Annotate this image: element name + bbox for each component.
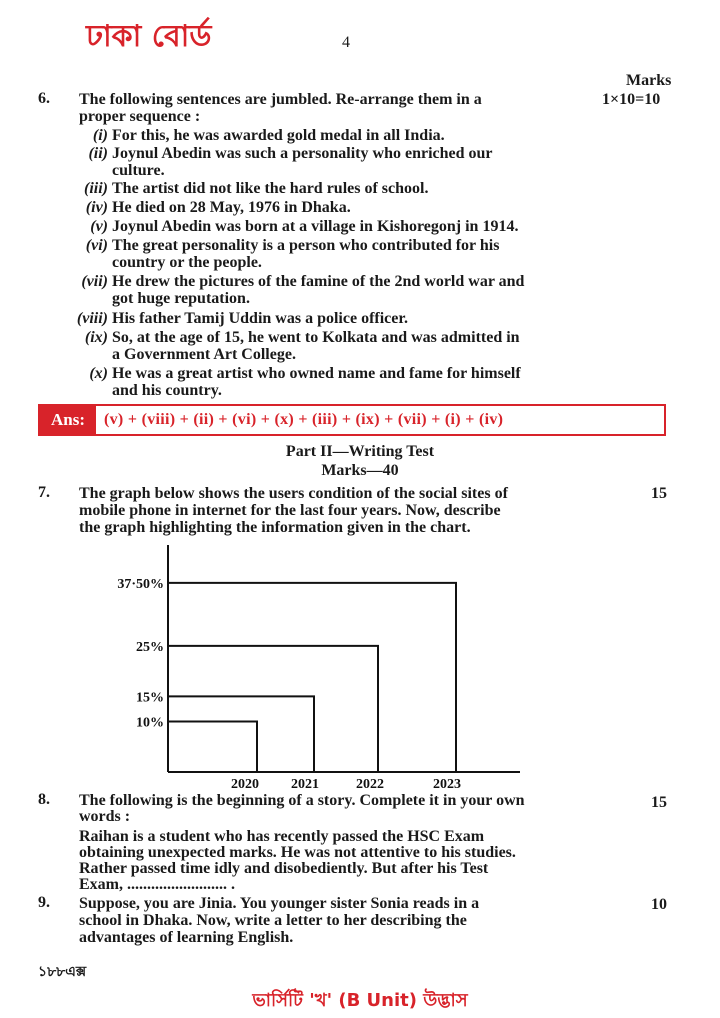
q9-text-line-3: advantages of learning English. <box>79 929 294 946</box>
footer-brand: ভার্সিটি 'খ' (B Unit) উদ্ভাস <box>252 990 468 1011</box>
q6-item-text: Joynul Abedin was such a personality who enriched our <box>112 145 493 162</box>
q6-item-text: culture. <box>112 162 165 179</box>
chart-bar-2022 <box>168 646 378 772</box>
q7-number: 7. <box>38 484 50 501</box>
q6-item-text: His father Tamij Uddin was a police officer. <box>112 310 409 327</box>
q8-text-line-4: obtaining unexpected marks. He was not attentive to his studies. <box>79 844 516 861</box>
q6-item-number: (vii) <box>81 273 108 290</box>
footer-page-code: ১৮৮এক্স <box>38 964 87 980</box>
q6-item-text: Joynul Abedin was born at a village in Kishoregonj in 1914. <box>112 218 519 235</box>
q9-text-line-1: Suppose, you are Jinia. You younger sister Sonia reads in a <box>79 895 480 912</box>
chart-x-tick-label: 2022 <box>356 777 384 792</box>
q8-text-line-3: Raihan is a student who has recently passed the HSC Exam <box>79 828 485 845</box>
q6-item-text: He died on 28 May, 1976 in Dhaka. <box>112 199 351 216</box>
q6-item-text: country or the people. <box>112 254 262 271</box>
q8-number: 8. <box>38 791 50 808</box>
chart-bar-2020 <box>168 722 257 772</box>
chart-y-tick-label: 10% <box>136 715 164 731</box>
chart-bar-2023 <box>168 583 456 772</box>
q6-item-text: The artist did not like the hard rules of school. <box>112 180 429 197</box>
q6-item-text: and his country. <box>112 382 222 399</box>
part-title: Part II—Writing Test <box>285 443 435 460</box>
chart-x-tick-label: 2023 <box>433 777 461 792</box>
q6-item-number: (x) <box>89 365 108 382</box>
answer-sequence: (v) + (viii) + (ii) + (vi) + (x) + (iii) + (ix) + (vii) + (i) + (iv) <box>104 411 504 428</box>
q6-text-line-1: The following sentences are jumbled. Re-arrange them in a <box>79 91 482 108</box>
q8-text-line-2: words : <box>79 808 131 825</box>
q6-item-number: (viii) <box>76 310 108 327</box>
q6-item-text: got huge reputation. <box>112 290 250 307</box>
chart-x-tick-label: 2020 <box>231 777 259 792</box>
q6-item-number: (iv) <box>85 199 108 216</box>
q6-item-number: (iii) <box>84 180 108 197</box>
chart-y-tick-label: 25% <box>136 639 164 655</box>
q6-item-number: (i) <box>92 127 108 144</box>
chart-y-tick-label: 15% <box>136 690 164 706</box>
q8-text-line-5: Rather passed time idly and disobediently. But after his Test <box>79 860 489 877</box>
chart-bar-2021 <box>168 696 314 772</box>
q6-text-line-2: proper sequence : <box>79 108 201 125</box>
q6-item-text: For this, he was awarded gold medal in all India. <box>112 127 445 144</box>
chart-x-tick-label: 2021 <box>291 777 319 792</box>
q8-text-line-1: The following is the beginning of a story. Complete it in your own <box>79 792 525 809</box>
q6-item-number: (ix) <box>84 329 108 346</box>
q6-marks: 1×10=10 <box>602 91 661 108</box>
q9-marks: 10 <box>651 896 667 913</box>
q6-item-number: (v) <box>90 218 108 235</box>
q8-marks: 15 <box>651 794 667 811</box>
q6-item-text: So, at the age of 15, he went to Kolkata and was admitted in <box>112 329 520 346</box>
q8-text-line-6: Exam, ......................... . <box>79 876 235 893</box>
q6-item-text: a Government Art College. <box>112 346 296 363</box>
part-marks: Marks—40 <box>321 462 399 479</box>
page-number: 4 <box>342 34 350 51</box>
q7-text-line-2: mobile phone in internet for the last four years. Now, describe <box>79 502 501 519</box>
q6-item-text: The great personality is a person who contributed for his <box>112 237 500 254</box>
q6-number: 6. <box>38 90 50 107</box>
q9-text-line-2: school in Dhaka. Now, write a letter to her describing the <box>79 912 467 929</box>
board-name-header: ঢাকা বোর্ড <box>86 19 212 54</box>
q7-text-line-1: The graph below shows the users condition of the social sites of <box>79 485 508 502</box>
q9-number: 9. <box>38 894 50 911</box>
q6-item-number: (vi) <box>85 237 108 254</box>
answer-label: Ans: <box>40 406 96 434</box>
q7-marks: 15 <box>651 485 667 502</box>
q7-text-line-3: the graph highlighting the information given in the chart. <box>79 519 471 536</box>
q6-item-number: (ii) <box>88 145 108 162</box>
marks-column-heading: Marks <box>626 72 672 89</box>
q6-item-text: He was a great artist who owned name and fame for himself <box>112 365 521 382</box>
q6-item-text: He drew the pictures of the famine of the 2nd world war and <box>112 273 525 290</box>
chart-y-tick-label: 37·50% <box>117 576 164 592</box>
